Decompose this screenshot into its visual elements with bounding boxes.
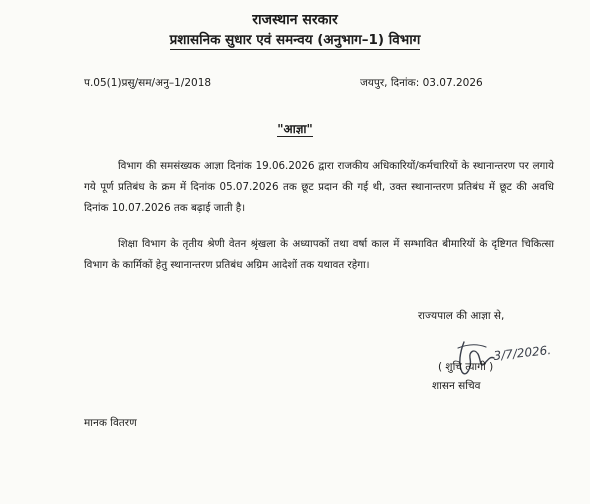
reference-number: प.05(1)प्रसु/सम/अनु–1/2018 (84, 77, 212, 89)
order-title (0, 120, 590, 137)
distribution-label: मानक वितरण (84, 417, 137, 429)
department-heading-text: प्रशासनिक सुधार एवं समन्वय (अनुभाग–1) विभाग (169, 32, 421, 48)
handwritten-date: 3/7/2026. (492, 343, 552, 363)
order-paragraph-2: शिक्षा विभाग के तृतीय श्रेणी वेतन श्रृंखला के अध्यापकों तथा वर्षा काल में सम्भावित बीमारियों के दृष्टिगत चिकित्सा विभाग के कार्मिकों हेतु स्थानान्तरण प्रतिबंध अग्रिम आदेशों तक यथावत रहेगा। (84, 238, 554, 271)
order-title-text: "आज्ञा" (277, 122, 313, 136)
place-and-date: जयपुर, दिनांक: 03.07.2026 (360, 77, 483, 89)
officer-title: शासन सचिव (432, 380, 481, 392)
order-paragraph-1: विभाग की समसंख्यक आज्ञा दिनांक 19.06.2026 द्वारा राजकीय अधिकारियों/कर्मचारियों के स्थानान्तरण पर लगाये गये पूर्ण प्रतिबंध के क्रम में दिनांक 05.07.2026 तक छूट प्रदान की गई थी, उक्त स्थानान्तरण प्रतिबंध में छूट की अवधि दिनांक 10.07.2026 तक बढ़ाई जाती है। (84, 160, 554, 214)
officer-name: ( शुचि त्यागी ) (438, 361, 494, 373)
by-order-line: राज्यपाल की आज्ञा से, (418, 310, 505, 322)
government-heading: राजस्थान सरकार (252, 12, 338, 28)
department-heading (0, 30, 590, 48)
